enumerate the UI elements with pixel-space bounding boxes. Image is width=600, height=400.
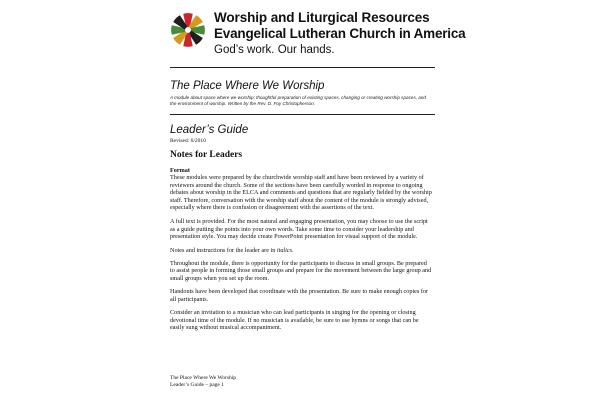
paragraph-musician: Consider an invitation to a musician who can lead participants in singing for the opening or closing devotional time of the module. If no musician is available, be sure to use hymns or songs that can be easily sung without musical accompaniment. xyxy=(170,309,419,331)
italics-note-period: . xyxy=(292,246,294,254)
elca-cross-logo-icon xyxy=(169,11,207,49)
paragraph-intro: These modules were prepared by the churchwide worship staff and have been reviewed by a variety of reviewers around the church. Some of the sections have been carefully worded in response to ongoing debates about worship in the ELCA and comments and questions that are regularly fielded by the worship staff. Therefore, conversation with the worship staff about the content of the module is strongly advised, especially where there is confusion or disagreement with the assertions of the text. xyxy=(170,174,432,212)
header-divider xyxy=(170,67,435,68)
italics-word: italics xyxy=(276,246,292,254)
footer-line1: The Place Where We Worship xyxy=(170,375,237,381)
page-footer xyxy=(170,375,236,389)
organization-header xyxy=(214,9,465,59)
module-divider xyxy=(170,114,435,115)
format-heading: Format xyxy=(170,167,190,174)
module-description: A module about space where we worship; thoughtful preparation of existing spaces, changing or creating worship spaces, and the environment of worship. Written by the Rev. D. Foy Christopherson. xyxy=(170,95,426,106)
module-title: The Place Where We Worship xyxy=(170,80,325,92)
italics-note-text: Notes and instructions for the leader are in xyxy=(170,246,277,254)
paragraph-small-groups: Throughout the module, there is opportunity for the participants to discuss in small groups. Be prepared to assist people in forming those small groups and prepare for the movement between the large group and small groups when you set up the room. xyxy=(170,260,432,282)
footer-line2: Leader’s Guide – page 1 xyxy=(170,382,224,388)
notes-heading: Notes for Leaders xyxy=(170,150,243,160)
paragraph-italics-note xyxy=(170,247,432,254)
revised-date: Revised: 6/2010 xyxy=(170,138,206,144)
paragraph-handouts: Handouts have been developed that coordinate with the presentation. Be sure to make enough copies for all participants. xyxy=(170,288,429,303)
paragraph-full-text: A full text is provided. For the most natural and engaging presentation, you may choose to use the script as a guide putting the points into your own words. Take some time to consider your leadership and presentation style. You may decide create PowerPoint presentation for visual support of the module. xyxy=(170,218,428,241)
document-body xyxy=(170,167,432,337)
org-name-line2: Evangelical Lutheran Church in America xyxy=(214,26,466,41)
org-tagline: God’s work. Our hands. xyxy=(214,44,335,56)
document-page xyxy=(165,0,466,400)
guide-title: Leader’s Guide xyxy=(170,124,249,136)
org-name-line1: Worship and Liturgical Resources xyxy=(214,10,430,25)
